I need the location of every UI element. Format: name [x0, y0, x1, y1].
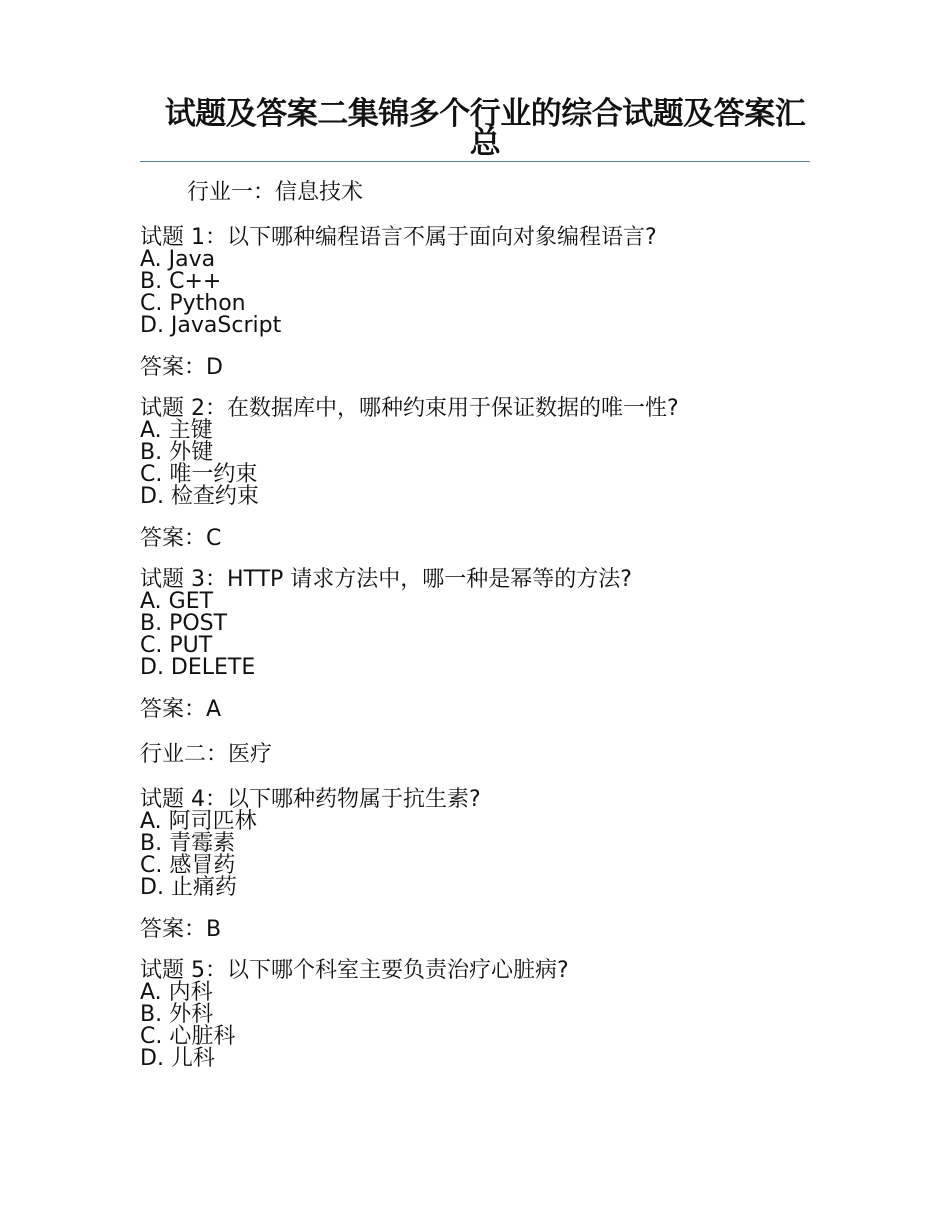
option-c: C. PUT — [140, 633, 213, 658]
option-list — [140, 591, 810, 679]
option-a: A. Java — [140, 247, 216, 272]
question-text: 试题 2：在数据库中，哪种约束用于保证数据的唯一性? — [140, 396, 679, 421]
option-a: A. 阿司匹林 — [140, 809, 257, 834]
question-text: 试题 4：以下哪种药物属于抗生素? — [140, 787, 481, 812]
title-underline — [140, 161, 810, 162]
answer-2: 答案：C — [140, 526, 222, 551]
option-c: C. 感冒药 — [140, 853, 236, 878]
option-list — [140, 420, 810, 508]
option-a: A. 主键 — [140, 418, 213, 443]
answer-1: 答案：D — [140, 355, 223, 380]
option-d: D. JavaScript — [140, 313, 282, 338]
option-c: C. 心脏科 — [140, 1024, 236, 1049]
document-title: 试题及答案二集锦多个行业的综合试题及答案汇总 — [164, 96, 806, 161]
question-5 — [140, 960, 810, 1070]
answer-4: 答案：B — [140, 917, 222, 942]
option-b: B. 外键 — [140, 440, 214, 465]
option-d: D. DELETE — [140, 655, 256, 680]
option-b: B. 外科 — [140, 1002, 214, 1027]
question-text: 试题 5：以下哪个科室主要负责治疗心脏病? — [140, 958, 569, 983]
option-d: D. 检查约束 — [140, 484, 259, 509]
option-c: C. Python — [140, 291, 246, 316]
option-b: B. C++ — [140, 269, 222, 294]
question-3 — [140, 569, 810, 679]
question-text: 试题 3：HTTP 请求方法中，哪一种是幂等的方法? — [140, 567, 632, 592]
option-a: A. 内科 — [140, 980, 213, 1005]
option-list — [140, 249, 810, 337]
option-list — [140, 982, 810, 1070]
option-b: B. 青霉素 — [140, 831, 236, 856]
option-a: A. GET — [140, 589, 214, 614]
answer-3: 答案：A — [140, 697, 222, 722]
option-d: D. 儿科 — [140, 1046, 215, 1071]
option-c: C. 唯一约束 — [140, 462, 258, 487]
document-body — [140, 178, 810, 1086]
question-1 — [140, 227, 810, 337]
section-heading-medical: 行业二：医疗 — [140, 742, 273, 767]
question-2 — [140, 398, 810, 508]
section-heading-it: 行业一：信息技术 — [187, 180, 364, 205]
question-text: 试题 1：以下哪种编程语言不属于面向对象编程语言? — [140, 225, 657, 250]
question-4 — [140, 789, 810, 899]
option-b: B. POST — [140, 611, 228, 636]
option-list — [140, 811, 810, 899]
option-d: D. 止痛药 — [140, 875, 237, 900]
